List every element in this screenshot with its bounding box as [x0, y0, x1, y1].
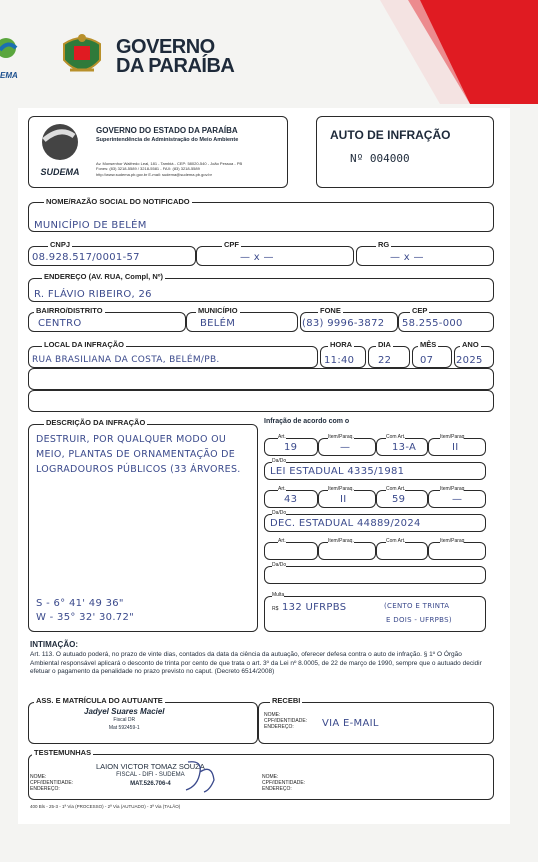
lei2-label: Da/Do [272, 510, 287, 516]
item2b-label: Item/Paraq [440, 486, 465, 492]
nome-value: MUNICÍPIO DE BELÉM [34, 220, 147, 231]
art2-label: Art. [278, 486, 286, 492]
fone-value: (83) 9996-3872 [302, 318, 385, 329]
multa-extenso-2: E DOIS - UFRPBS) [386, 616, 452, 624]
rg-box [356, 246, 494, 266]
org-subtitle: Superintendência de Administração do Meio Ambiente [96, 137, 239, 143]
cnpj-label: CNPJ [50, 240, 71, 249]
ano-value: 2025 [456, 355, 483, 366]
item3-box [318, 542, 376, 560]
cpf-value: — x — [240, 252, 274, 263]
test1-endereco-label: ENDEREÇO: [30, 786, 60, 792]
recebi-endereco-label: ENDEREÇO: [264, 724, 294, 730]
org-title: GOVERNO DO ESTADO DA PARAÍBA [96, 126, 238, 135]
art2-value: 43 [284, 494, 298, 505]
nome-label: NOME/RAZÃO SOCIAL DO NOTIFICADO [46, 197, 190, 206]
cpf-box [196, 246, 354, 266]
infracao-acordo-label: Infração de acordo com o [264, 418, 350, 425]
comart1-value: 13-A [392, 442, 417, 453]
art1-label: Art. [278, 434, 286, 440]
hora-label: HORA [330, 340, 353, 349]
lei2-value: DEC. ESTADUAL 44889/2024 [270, 518, 421, 529]
test2-nome-label: NOME: [262, 774, 279, 780]
paraiba-coat-of-arms-icon [56, 30, 108, 82]
mes-label: MÊS [420, 340, 437, 349]
municipio-label: MUNICÍPIO [198, 306, 238, 315]
comart3-label: Com Art. [386, 538, 406, 544]
descricao-label: DESCRIÇÃO DA INFRAÇÃO [46, 418, 146, 427]
item1b-label: Item/Paraq [440, 434, 465, 440]
rs-label: R$ [272, 606, 279, 612]
governo-paraiba-title: GOVERNO DA PARAÍBA [116, 36, 235, 77]
autuante-stamp: Jadyel Suares Maciel Fiscal DR Mat 592459-1 [84, 707, 165, 731]
org-web: http://www.sudema.pb.gov.br E-mail: sudema@sudema.pb.gov.br [96, 172, 212, 177]
item2-box [318, 490, 376, 508]
test1-nome-label: NOME: [30, 774, 47, 780]
endereco-label: ENDEREÇO (AV. RUA, Compl, Nº) [44, 272, 163, 281]
recebi-label: RECEBI [272, 696, 301, 705]
cep-value: 58.255-000 [402, 318, 463, 329]
bairro-value: CENTRO [38, 318, 82, 329]
coord-s-value: S - 6° 41' 49 36" [36, 598, 124, 609]
fone-label: FONE [320, 306, 341, 315]
item3-label: Item/Paraq. [328, 538, 354, 544]
comart2-label: Com Art. [386, 486, 406, 492]
mes-value: 07 [420, 355, 434, 366]
intimacao-title: INTIMAÇÃO: [30, 640, 78, 649]
municipio-value: BELÉM [200, 318, 236, 329]
comart1-label: Com Art. [386, 434, 406, 440]
item1-value: — [340, 442, 351, 453]
lei3-box [264, 566, 486, 584]
descricao-value: DESTRUIR, POR QUALQUER MODO OU MEIO, PLANTAS DE ORNAMENTAÇÃO DE LOGRADOUROS PÚBLICOS (33 ÁRVORES. [36, 434, 241, 475]
recebi-cpf-label: CPF/IDENTIDADE: [264, 718, 308, 724]
org-phones: Fones: (83) 3218-5589 / 3218-5581 - FAX: (83) 3218-5589 [96, 166, 200, 171]
footer-note: 400 Bls - 25-3 - 1ª Via (PROCESSO) - 2ª Via (AUTUADO) - 3ª Via (TALÃO) [30, 804, 181, 809]
local-label: LOCAL DA INFRAÇÃO [44, 340, 124, 349]
test2-endereco-label: ENDEREÇO: [262, 786, 292, 792]
ano-label: ANO [462, 340, 479, 349]
doc-number: Nº 004000 [350, 152, 410, 165]
item2b-value: — [452, 494, 463, 505]
art3-box [264, 542, 318, 560]
item3b-box [428, 542, 486, 560]
lei1-label: Da/Do [272, 458, 287, 464]
item2-value: II [340, 494, 347, 505]
org-address: Av. Monsenhor Walfredo Leal, 181 - Tambiá - CEP: 58020-540 - João Pessoa - PB [96, 161, 243, 166]
dia-label: DIA [378, 340, 391, 349]
multa-extenso-1: (CENTO E TRINTA [384, 602, 450, 610]
rg-label: RG [378, 240, 390, 249]
comart2-value: 59 [392, 494, 406, 505]
test1-cpf-label: CPF/IDENTIDADE: [30, 780, 74, 786]
testemunhas-label: TESTEMUNHAS [34, 748, 92, 757]
coord-w-value: W - 35° 32' 30.72" [36, 612, 135, 623]
multa-value: 132 UFRPBS [282, 602, 347, 613]
doc-title: AUTO DE INFRAÇÃO [330, 128, 451, 142]
sudema-logo: SUDEMA [34, 122, 86, 182]
lei3-label: Da/Do [272, 562, 287, 568]
item1b-value: II [452, 442, 459, 453]
lei1-value: LEI ESTADUAL 4335/1981 [270, 466, 405, 477]
cpf-label: CPF [224, 240, 239, 249]
multa-label: Multa [272, 592, 285, 598]
local-extra-row-1 [28, 368, 494, 390]
test2-cpf-label: CPF/IDENTIDADE: [262, 780, 306, 786]
local-value: RUA BRASILIANA DA COSTA, BELÉM/PB. [32, 355, 220, 365]
recebi-nome-label: NOME: [264, 712, 281, 718]
intimacao-text: Art. 113. O autuado poderá, no prazo de vinte dias, contados da data da ciência da autuação, oferecer defesa contra o auto de infração. § 1º O Órgão Ambiental responsável aplicará o desconto de trinta por cento de que trata o art. 3º da Lei nº 8.0005, de 22 de março de 1990, sempre que o autuado decidir efetuar o pagamento da penalidade no prazo previsto no caput. (Decreto 6514/2008) [30, 651, 482, 675]
rg-value: — x — [390, 252, 424, 263]
comart3-box [376, 542, 428, 560]
endereco-value: R. FLÁVIO RIBEIRO, 26 [34, 289, 152, 300]
art3-label: Art. [278, 538, 286, 544]
item2-label: Item/Paraq. [328, 486, 354, 492]
item1-label: Item/Paraq. [328, 434, 354, 440]
testemunha-signature [180, 756, 220, 799]
hora-value: 11:40 [324, 355, 355, 366]
testemunha-stamp: LAION VICTOR TOMAZ SOUZA FISCAL - DIFI - SUDEMA MAT.526.706-4 [96, 762, 205, 787]
dia-value: 22 [378, 355, 392, 366]
cnpj-value: 08.928.517/0001-57 [32, 252, 140, 263]
bairro-label: BAIRRO/DISTRITO [36, 306, 103, 315]
cep-label: CEP [412, 306, 428, 315]
recebi-value: VIA E-MAIL [322, 718, 379, 729]
ass-label: ASS. E MATRÍCULA DO AUTUANTE [36, 696, 163, 705]
item3b-label: Item/Paraq [440, 538, 465, 544]
local-extra-row-2 [28, 390, 494, 412]
art1-value: 19 [284, 442, 298, 453]
sudema-left-logo: EMA [0, 36, 22, 84]
